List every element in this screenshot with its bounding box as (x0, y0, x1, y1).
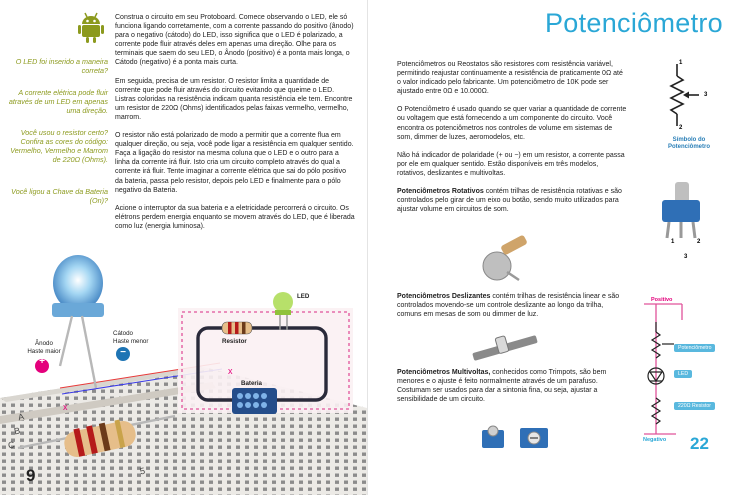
resistor-tag: 220Ω Resistor (674, 402, 715, 410)
left-body-text (115, 13, 355, 231)
paragraph: Em seguida, precisa de um resistor. O resistor limita a quantidade de corrente que pode fluir através do circuito evitando que queime o LED. Listras coloridas na resistência indicam quanta resistência ele tem. Encontre um resistor de 220Ω (Ohms) identificados pelas faixas vermelho, vermelho, marrom. (115, 77, 353, 121)
side-note-1: O LED foi inserido a maneira correta? (15, 57, 108, 75)
pin-label: 3 (704, 92, 708, 98)
multiturn-paragraph: Potenciômetros Multivoltas, conhecidos como Trimpots, são bem menores e o ajuste é feito normalmente através de um parafuso. Costumam ser usados para dar a sintonia fina, ou seja, ajustar a sensibilidade de um circuito. (397, 369, 607, 404)
page-number-left: 9 (26, 466, 36, 485)
pin-label: 1 (679, 60, 683, 66)
plus-icon: + (39, 356, 45, 367)
pin-label: 2 (697, 239, 701, 245)
slider-paragraph-block (397, 292, 629, 319)
paragraph: O resistor não está polarizado de modo a permitir que a corrente flua em qualquer direção, ou seja, você pode ligar a resistência em qualquer sentido. Faça a ligação do resistor na mesma coluna que o LED e o outro para a linha da corrente irá fluir. Isto cria um circuito completo através do qual a corrente irá fluir. Tente imaginar a corrente elétrica que sai do pólo positivo da bateria, passa pelo resistor, depois pelo LED e finalmente para o pólo negativo da Bateria. (115, 132, 354, 194)
potentiometer-schematic (640, 292, 730, 442)
catodo-label: Cátodo Haste menor (113, 330, 149, 345)
multiturn-trimpot-icon (478, 422, 568, 456)
multiturn-paragraph-block (397, 368, 629, 404)
board-letter: B (13, 425, 21, 437)
paragraph: Potenciômetros ou Reostatos são resistores com resistência variável, permitindo reajustar continuamente a resistência de praticamente 0Ω até o valor indicado pelo fabricante. Um potenciômetro de 10K pode ser ajustado entre 0Ω e 10.000Ω. (397, 61, 623, 96)
right-body-top (397, 60, 627, 214)
pot-tag: Potenciômetro (674, 344, 715, 352)
slider-paragraph: Potenciômetros Deslizantes contém trilhas de resistência linear e são controlados movendo-se um controle deslizante ao longo da trilha, comuns em mesas de som ou dimmer de luz. (397, 293, 620, 319)
positivo-label: Positivo (651, 297, 673, 303)
minus-icon: − (120, 347, 126, 358)
pin-label: 1 (671, 239, 675, 245)
symbol-caption: Símbolo do Potenciômetro (667, 137, 710, 150)
paragraph: Não há indicador de polaridade (+ ou −) em um resistor, a corrente passa por ele em qualquer sentido. Estão disponíveis em três modelos, rotativos, deslizantes e multivoltas. (397, 151, 625, 177)
side-note-4: Você ligou a Chave da Bateria (On)? (11, 187, 108, 205)
trimmer-potentiometer-icon (650, 180, 712, 242)
svg-text:x: x (228, 366, 233, 376)
led-tag: LED (674, 370, 692, 378)
side-note-2: A corrente elétrica pode fluir através de um LED em apenas uma direção. (8, 88, 108, 115)
side-note-3: Você usou o resistor certo? Confira as cores do código: Vermelho, Vermelho e Marrom de 220Ω (Ohms). (10, 128, 108, 164)
svg-text:x: x (63, 402, 68, 412)
paragraph: O Potenciômetro é usado quando se quer variar a quantidade de corrente ou voltagem que está fornecendo a um componente do circuito. Você encontra os potenciômetros nos controles de volume em sistemas de som, dimmer de luzes, aeromodelos, etc. (397, 106, 627, 141)
negativo-label: Negativo (643, 437, 667, 443)
resistor-label: Resistor (222, 338, 247, 345)
board-letter: C (7, 439, 16, 451)
paragraph: Construa o circuito em seu Protoboard. Comece observando o LED, ele só funciona ligando corretamente, com a corrente passando do positivo (ânodo) para o negativo (cátodo) do LED, isso significa que o LED é polarizado, a corrente pode fluir através deles em apenas uma direção. Olhe para os terminais que saem do seu LED, o Ânodo (positivo) é a ponta mais longa, o Cátodo (negativo) é a ponta mais curta. (115, 14, 354, 67)
page-title: Potenciômetro (545, 8, 723, 38)
anodo-label: Ânodo Haste maior (27, 340, 61, 355)
rotary-paragraph: Potenciômetros Rotativos contém trilhas de resistência rotativas e são controlados pelo girar de um eixo ou botão, sendo muito utilizados para ajustar volume em circuitos de som. (397, 188, 622, 214)
breadboard-illustration (0, 248, 367, 495)
slider-potentiometer-icon (470, 330, 540, 366)
page-number-right: 22 (690, 434, 709, 453)
pin-label: 2 (679, 125, 683, 131)
robot-mascot-icon (78, 10, 104, 44)
rotary-potentiometer-icon (475, 232, 537, 284)
board-number: 5 (139, 465, 147, 477)
board-letter: A (17, 411, 25, 423)
bateria-label: Bateria (241, 380, 262, 387)
pin-label: 3 (684, 254, 688, 260)
led-label: LED (297, 293, 310, 300)
paragraph: Acione o interruptor da sua bateria e a eletricidade percorrerá o circuito. Os elétrons perdem energia enquanto se movem através do LED, que é liberada como luz (energia luminosa). (115, 204, 355, 230)
